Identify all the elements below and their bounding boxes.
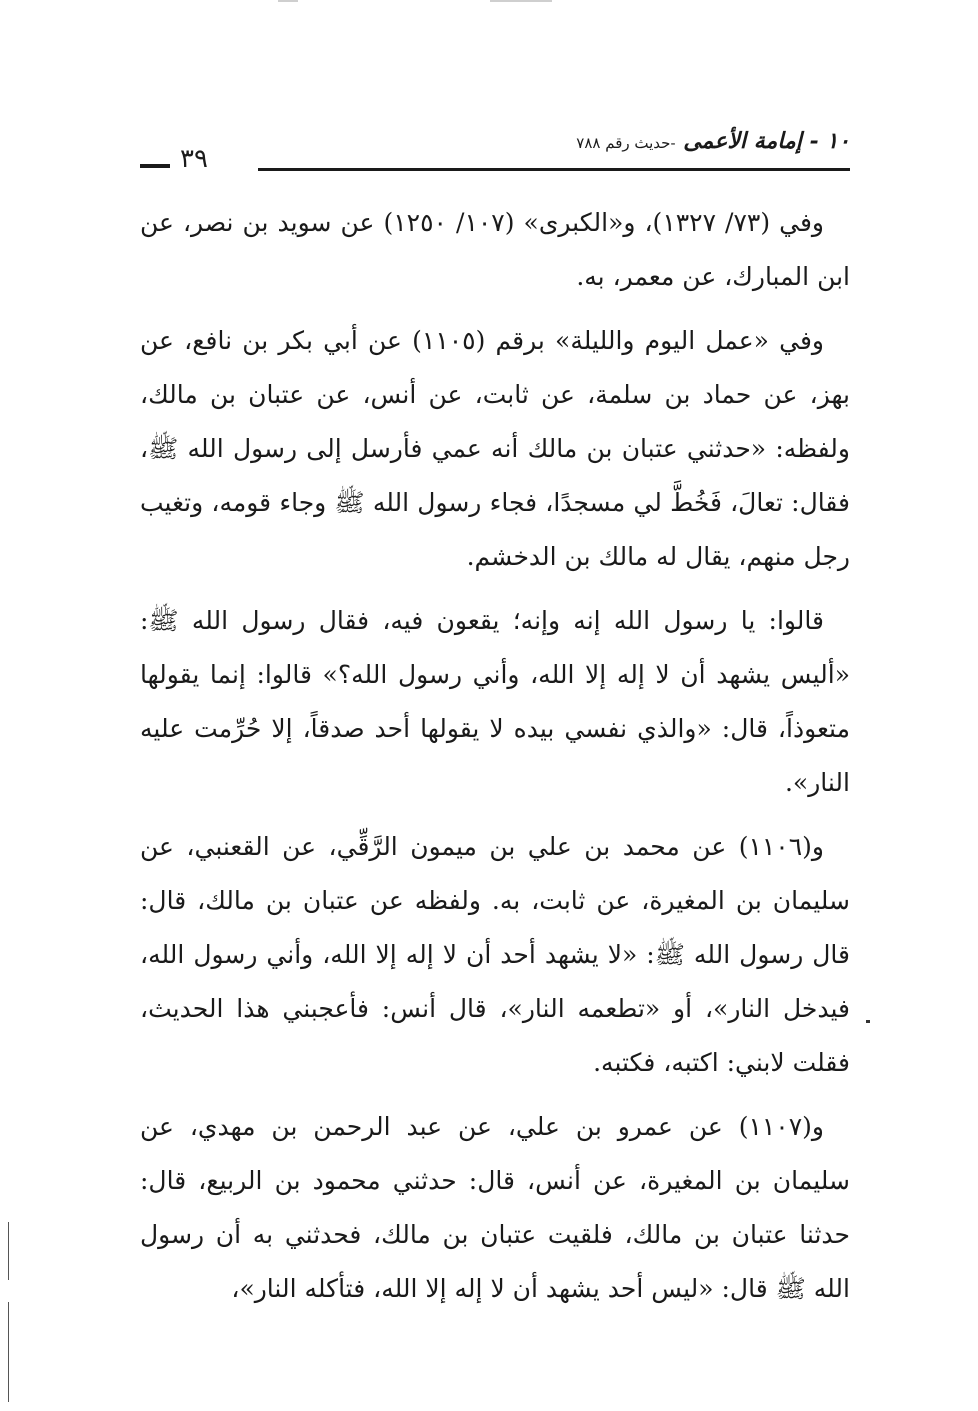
page-number-dash	[140, 164, 170, 168]
chapter-number: ١٠	[826, 128, 850, 154]
scan-mark-right	[490, 0, 552, 2]
chapter-heading: ١٠ - إمامة الأعمى -حديث رقم ٧٨٨	[576, 128, 850, 154]
scan-mark-left	[278, 0, 298, 2]
scan-speck	[866, 1020, 870, 1023]
paragraph-5: و(١١٠٧) عن عمرو بن علي، عن عبد الرحمن بن مهدي، عن سليمان بن المغيرة، عن أنس، قال: حدثني محمود بن الربيع، قال: حدثنا عتبان بن مالك، فلقيت عتبان بن مالك، فحدثني به أن رسول الله ﷺ قال: «ليس أحد يشهد أن لا إله إلا الله، فتأكله النار»،	[140, 1112, 850, 1303]
paragraph-2: وفي «عمل اليوم والليلة» برقم (١١٠٥) عن أبي بكر بن نافع، عن بهز، عن حماد بن سلمة، عن ثابت، عن أنس، عن عتبان بن مالك، ولفظه: «حدثني عتبان بن مالك أنه عمي فأرسل إلى رسول الله ﷺ، فقال: تعالَ، فَخُطَّ لي مسجدًا، فجاء رسول الله ﷺ وجاء قومه، وتغيب رجل منهم، يقال له مالك بن الدخشم.	[140, 326, 850, 571]
chapter-title: إمامة الأعمى	[683, 128, 802, 154]
running-header	[140, 128, 850, 178]
page-body	[140, 196, 850, 1326]
paragraph-1: وفي (٧٣/ ١٣٢٧)، و«الكبرى» (١٠٧/ ١٢٥٠) عن سويد بن نصر، عن ابن المبارك، عن معمر، به.	[140, 208, 850, 291]
paragraph-3: قالوا: يا رسول الله إنه وإنه؛ يقعون فيه، فقال رسول الله ﷺ: «أليس يشهد أن لا إله إلا الله، وأني رسول الله؟» قالوا: إنما يقولها متعوذاً، قال: «والذي نفسي بيده لا يقولها أحد صدقاً، إلا حُرِّمت عليه النار».	[140, 606, 850, 797]
scan-edge-line-upper	[8, 1222, 9, 1280]
paragraph-4: و(١١٠٦) عن محمد بن علي بن ميمون الرَّقِّي، عن القعنبي، عن سليمان بن المغيرة، عن ثابت، به. ولفظه عن عتبان بن مالك، قال: قال رسول الله ﷺ: «لا يشهد أحد أن لا إله إلا الله، وأني رسول الله، فيدخل النار»، أو «تطعمه النار»، قال أنس: فأعجبني هذا الحديث، فقلت لابني: اكتبه، فكتبه.	[140, 832, 850, 1077]
page-number: ٣٩	[180, 144, 208, 174]
scan-edge-line-lower	[8, 1302, 9, 1402]
header-rule	[258, 168, 850, 171]
hadith-reference: حديث رقم ٧٨٨	[576, 134, 671, 152]
